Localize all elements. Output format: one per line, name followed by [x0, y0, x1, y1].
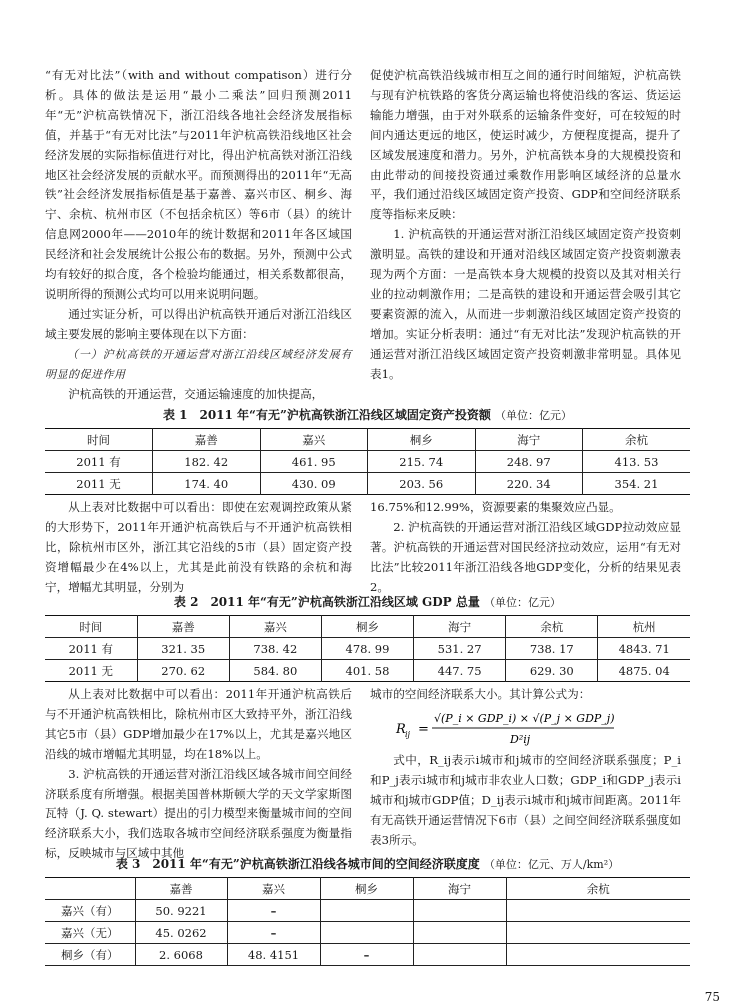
table-cell: 2011 有 [45, 451, 153, 473]
paragraph: 通过实证分析，可以得出沪杭高铁开通后对浙江沿线区域主要发展的影响主要体现在以下方面： [45, 306, 352, 341]
table3-unit: （单位：亿元、万人/km²） [483, 858, 620, 871]
paragraph: 城市的空间经济联系大小。其计算公式为： [370, 687, 591, 701]
paragraph: 沪杭高铁的开通运营，交通运输速度的加快提高， [68, 386, 324, 401]
table-row [45, 944, 690, 966]
table-header-cell: 海宁 [475, 429, 583, 451]
paragraph: 促使沪杭高铁沿线城市相互之间的通行时间缩短，沪杭高铁与现有沪杭铁路的客货分离运输也将使沿线的客运、货运运输能力增强，由于对外联系的运输条件变好，可在较短的时间内通达更远的地区，使运时减少，方便程度提高，提升了区域发展速度和潜力。另外，沪杭高铁本身的大规模投资和由此带动的间接投资通过乘数作用影响区域经济的总量水平，我们通过沿线区域固定资产投资、GDP和空间经济联系度等指标来反映： [370, 68, 681, 222]
table-cell: 401. 58 [321, 660, 413, 682]
table-row [45, 473, 690, 495]
table-cell: 478. 99 [321, 638, 413, 660]
table-cell: 738. 42 [229, 638, 321, 660]
table-cell: 桐乡（有） [45, 944, 135, 966]
paragraph: “有无对比法”（with and without compatison）进行分析。具体的做法是运用“最小二乘法”回归预测2011年“无”沪杭高铁情况下，浙江沿线各地社会经济发展指标值，并基于“有无对比法”与2011年沪杭高铁沿线地区社会经济发展的实际指标值进行对比，得出沪杭高铁对浙江沿线地区社会经济发展的贡献水平。而预测得出的2011年“无高铁”社会经济发展指标值是基于嘉善、嘉兴市区、桐乡、海宁、余杭、杭州市区（不包括余杭区）等6市（县）的统计信息网2000年——2010年的统计数据和2011年各区域国民经济和社会发展统计公报公布的数据。另外，预测中公式均有较好的拟合度，各个检验均能通过，相关系数都很高，说明所得的预测公式均可以用来说明问题。 [45, 68, 352, 301]
formula-lhs: R [396, 722, 406, 737]
paragraph: 从上表对比数据中可以看出：2011年开通沪杭高铁后与不开通沪杭高铁相比，除杭州市区大致持平外，浙江沿线其它5市（县）GDP增加最少在17%以上，尤其是嘉兴地区沿线的城市增幅尤其明显，均在18%以上。 [45, 687, 352, 761]
text-column-mid1-left [45, 498, 352, 598]
table-cell: 2011 有 [45, 638, 137, 660]
table-cell [320, 922, 413, 944]
table-cell: 4875. 04 [618, 663, 670, 678]
table2-title: 表 2 2011 年“有无”沪杭高铁浙江沿线区域 GDP 总量 [173, 595, 480, 609]
table-cell: 461. 95 [260, 451, 368, 473]
table-cell: – [227, 900, 320, 922]
table-header-cell: 余杭 [586, 881, 610, 896]
table-cell: 413. 53 [614, 454, 659, 469]
table-header-row [45, 429, 690, 451]
table-cell: 248. 97 [475, 451, 583, 473]
table-cell: 531. 27 [414, 638, 506, 660]
table-header-cell: 嘉兴 [260, 429, 368, 451]
table-row [45, 900, 690, 922]
table-cell: 48. 4151 [227, 944, 320, 966]
table-cell: 嘉兴（无） [45, 922, 135, 944]
paragraph: 3. 沪杭高铁的开通运营对浙江沿线区域各城市间空间经济联系度有所增强。根据美国普林斯顿大学的天文学家斯图瓦特（J. Q. stewart）提出的引力模型来衡量城市间的空间经济联系大小，我们选取各城市空间经济联系强度为衡量指标，反映城市与区域中其他 [45, 766, 352, 861]
table-header-cell: 余杭 [625, 432, 648, 447]
table-row [45, 922, 690, 944]
table-cell: 174. 40 [153, 473, 261, 495]
table1 [45, 428, 690, 495]
table-cell [506, 900, 690, 922]
table-cell: 430. 09 [260, 473, 368, 495]
equals-sign: = [418, 722, 429, 737]
table2-unit: （单位：亿元） [484, 596, 562, 609]
table3-title: 表 3 2011 年“有无”沪杭高铁浙江沿线各城市间的空间经济联度度 [115, 857, 480, 871]
table-header-cell: 海宁 [413, 878, 506, 900]
table-cell: 270. 62 [137, 660, 229, 682]
table-header-cell: 桐乡 [321, 616, 413, 638]
paragraph: 从上表对比数据中可以看出：即使在宏观调控政策从紧的大形势下，2011年开通沪杭高铁后与不开通沪杭高铁相比，除杭州市区外，浙江其它沿线的5市（县）固定资产投资增幅最少在4%以上，尤其是此前没有铁路的余杭和海宁，增幅尤其明显，分别为 [45, 500, 352, 594]
table-cell [506, 944, 690, 966]
formula-numerator: √(P_i × GDP_i) × √(P_j × GDP_j) [434, 712, 615, 725]
table-header-cell: 时间 [45, 429, 153, 451]
table-header-cell: 嘉善 [135, 878, 227, 900]
table-header-cell: 嘉善 [153, 429, 261, 451]
table-header-cell: 时间 [45, 616, 137, 638]
table-cell: 584. 80 [229, 660, 321, 682]
table-header-cell [45, 878, 135, 900]
table-cell: 2011 无 [45, 473, 153, 495]
page-number: 75 [704, 990, 720, 1004]
table-cell: – [320, 944, 413, 966]
table3 [45, 877, 690, 966]
table-header-cell: 海宁 [414, 616, 506, 638]
formula-denominator: D²ij [510, 733, 531, 746]
paragraph: 16.75%和12.99%，资源要素的集聚效应凸显。 [370, 500, 621, 514]
table-cell: 4843. 71 [618, 641, 670, 656]
table-header-cell: 桐乡 [320, 878, 413, 900]
table-cell [506, 922, 690, 944]
table1-caption [45, 406, 690, 423]
formula-lhs-subscript: ij [405, 730, 411, 739]
table-cell [413, 900, 506, 922]
table-row [45, 451, 690, 473]
table-header-cell: 嘉兴 [229, 616, 321, 638]
table-cell: 50. 9221 [135, 900, 227, 922]
table-cell: 447. 75 [414, 660, 506, 682]
subsection-heading: （一）沪杭高铁的开通运营对浙江沿线区域经济发展有明显的促进作用 [45, 347, 352, 381]
gravity-model-formula [392, 708, 692, 748]
text-column-top-right [370, 66, 681, 385]
table-cell: – [227, 922, 320, 944]
table2 [45, 615, 690, 682]
table-header-cell: 余杭 [506, 616, 598, 638]
table-cell: 2. 6068 [135, 944, 227, 966]
table-cell: 203. 56 [368, 473, 476, 495]
paragraph: 1. 沪杭高铁的开通运营对浙江沿线区域固定资产投资刺激明显。高铁的建设和开通对沿线区域固定资产投资刺激表现为两个方面：一是高铁本身大规模的投资以及其对相关行业的拉动刺激作用；二是高铁的建设和开通运营会吸引其它要素资源的流入，从而进一步刺激沿线区域固定资产投资的增加。实证分析表明：通过“有无对比法”发现沪杭高铁的开通运营对浙江沿线区域固定资产投资刺激非常明显。具体见表1。 [370, 227, 681, 381]
text-column-mid1-right [370, 498, 681, 598]
table-cell: 嘉兴（有） [45, 900, 135, 922]
table-cell: 321. 35 [137, 638, 229, 660]
table-cell: 738. 17 [506, 638, 598, 660]
table2-caption [45, 593, 690, 610]
table-cell: 220. 34 [475, 473, 583, 495]
table-row [45, 638, 690, 660]
table-cell [413, 922, 506, 944]
table-header-cell: 嘉善 [137, 616, 229, 638]
text-column-top-left [45, 66, 352, 404]
paragraph: 2. 沪杭高铁的开通运营对浙江沿线区域GDP拉动效应显著。沪杭高铁的开通运营对国民经济拉动效应，运用“有无对比法”比较2011年浙江沿线各地GDP变化，分析的结果见表2。 [370, 519, 681, 594]
table-header-cell: 嘉兴 [227, 878, 320, 900]
table-row [45, 660, 690, 682]
table-header-cell: 桐乡 [368, 429, 476, 451]
table-cell: 45. 0262 [135, 922, 227, 944]
table-cell: 2011 无 [45, 660, 137, 682]
table-cell [413, 944, 506, 966]
table-cell: 354. 21 [614, 476, 659, 491]
table1-title: 表 1 2011 年“有无”沪杭高铁浙江沿线区域固定资产投资额 [162, 408, 491, 422]
table-cell: 182. 42 [153, 451, 261, 473]
paragraph: 式中，R_ij表示i城市和j城市的空间经济联系强度；P_i和P_j表示i城市和j城市非农业人口数；GDP_i和GDP_j表示i城市和j城市GDP值；D_ij表示i城市和j城市间距离。2011年有无高铁开通运营情况下6市（县）之间空间经济联系强度如表3所示。 [370, 752, 681, 847]
table-header-row [45, 878, 690, 900]
table-header-cell: 杭州 [632, 619, 656, 634]
table-header-row [45, 616, 690, 638]
table-cell [320, 900, 413, 922]
table-cell: 629. 30 [506, 660, 598, 682]
table3-caption [45, 855, 690, 872]
table-cell: 215. 74 [368, 451, 476, 473]
text-column-mid2-left [45, 685, 352, 864]
table1-unit: （单位：亿元） [495, 409, 573, 422]
